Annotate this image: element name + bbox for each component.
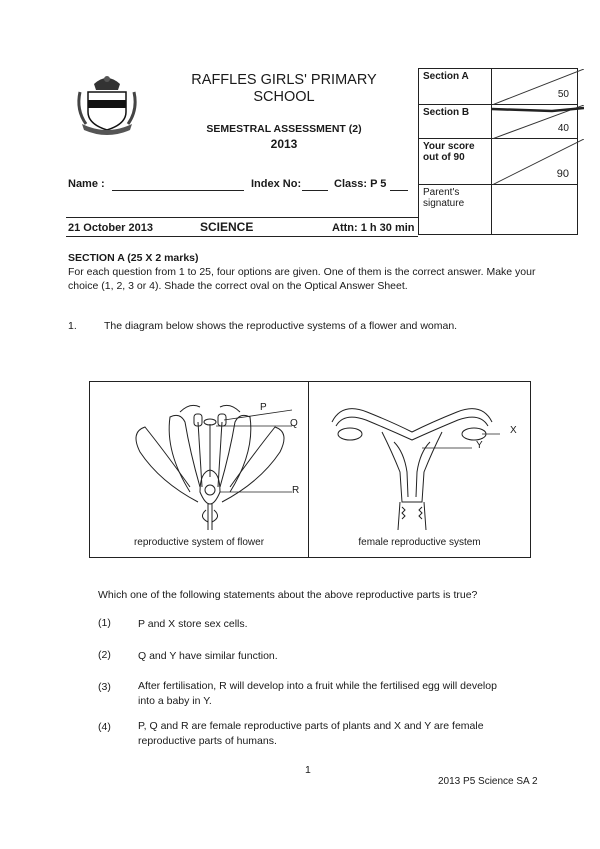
section-b-max: 40 bbox=[557, 123, 569, 134]
subject-text: SCIENCE bbox=[200, 220, 254, 234]
parent-signature-label: Parent's signature bbox=[419, 185, 492, 235]
option-3-text[interactable]: After fertilisation, R will develop into a fruit while the fertilised egg will develop into a baby in Y. bbox=[138, 680, 497, 707]
option-1-text[interactable]: P and X store sex cells. bbox=[138, 618, 248, 630]
class-label: Class: P 5 bbox=[334, 178, 387, 190]
option-4-number[interactable]: (4) bbox=[98, 721, 111, 733]
parent-signature-cell[interactable] bbox=[492, 185, 578, 235]
score-slash bbox=[492, 69, 584, 105]
page-number: 1 bbox=[305, 764, 311, 776]
index-blank-line bbox=[302, 190, 328, 191]
total-score-cell bbox=[492, 139, 578, 185]
total-score-label: Your score out of 90 bbox=[419, 139, 492, 185]
header-rule-bottom bbox=[66, 236, 418, 237]
section-a-score-cell bbox=[492, 69, 578, 105]
figure-divider bbox=[308, 382, 309, 557]
question-prompt: Which one of the following statements about the above reproductive parts is true? bbox=[98, 589, 478, 601]
label-p: P bbox=[260, 402, 267, 413]
female-system-diagram bbox=[322, 392, 502, 532]
footer-code: 2013 P5 Science SA 2 bbox=[438, 776, 538, 787]
question-number: 1. bbox=[68, 320, 77, 332]
header-rule-top bbox=[66, 217, 418, 218]
index-label: Index No: bbox=[251, 178, 302, 190]
flower-caption: reproductive system of flower bbox=[133, 537, 265, 548]
name-blank-line bbox=[112, 190, 244, 191]
section-a-max: 50 bbox=[557, 89, 569, 100]
name-label: Name : bbox=[68, 178, 105, 190]
school-name-line1: RAFFLES GIRLS' PRIMARY bbox=[191, 72, 377, 88]
option-4-text[interactable]: P, Q and R are female reproductive parts of plants and X and Y are female reproductive parts of humans. bbox=[138, 720, 484, 747]
date-text: 21 October 2013 bbox=[68, 222, 153, 234]
score-slash bbox=[492, 139, 584, 185]
label-x: X bbox=[510, 425, 517, 436]
option-2-number[interactable]: (2) bbox=[98, 649, 111, 661]
label-y: Y bbox=[476, 440, 483, 451]
school-crest-logo bbox=[72, 70, 142, 138]
label-r: R bbox=[292, 485, 300, 496]
section-a-label: Section A bbox=[419, 69, 492, 105]
section-title: SECTION A (25 X 2 marks) bbox=[68, 252, 199, 264]
flower-diagram bbox=[120, 392, 300, 532]
figure-box bbox=[89, 381, 531, 558]
option-1-number[interactable]: (1) bbox=[98, 617, 111, 629]
section-b-score-cell bbox=[492, 105, 578, 139]
option-3-number[interactable]: (3) bbox=[98, 681, 111, 693]
section-b-label: Section B bbox=[419, 105, 492, 139]
assessment-year: 2013 bbox=[270, 137, 298, 151]
section-instructions: For each question from 1 to 25, four options are given. One of them is the correct answer. Make your choice (1, 2, 3 or 4). Shade the correct oval on the Optical Answer Sheet. bbox=[68, 266, 536, 292]
score-table bbox=[418, 68, 578, 235]
female-caption: female reproductive system bbox=[358, 537, 481, 548]
label-q: Q bbox=[290, 418, 298, 429]
class-blank-line bbox=[390, 190, 408, 191]
attn-text: Attn: 1 h 30 min bbox=[332, 222, 415, 234]
school-name-line2: SCHOOL bbox=[253, 89, 315, 105]
score-slash bbox=[492, 105, 584, 139]
option-2-text[interactable]: Q and Y have similar function. bbox=[138, 650, 278, 662]
total-score-max: 90 bbox=[556, 168, 569, 180]
question-stem: The diagram below shows the reproductive systems of a flower and woman. bbox=[104, 320, 458, 332]
assessment-title: SEMESTRAL ASSESSMENT (2) bbox=[206, 123, 362, 135]
